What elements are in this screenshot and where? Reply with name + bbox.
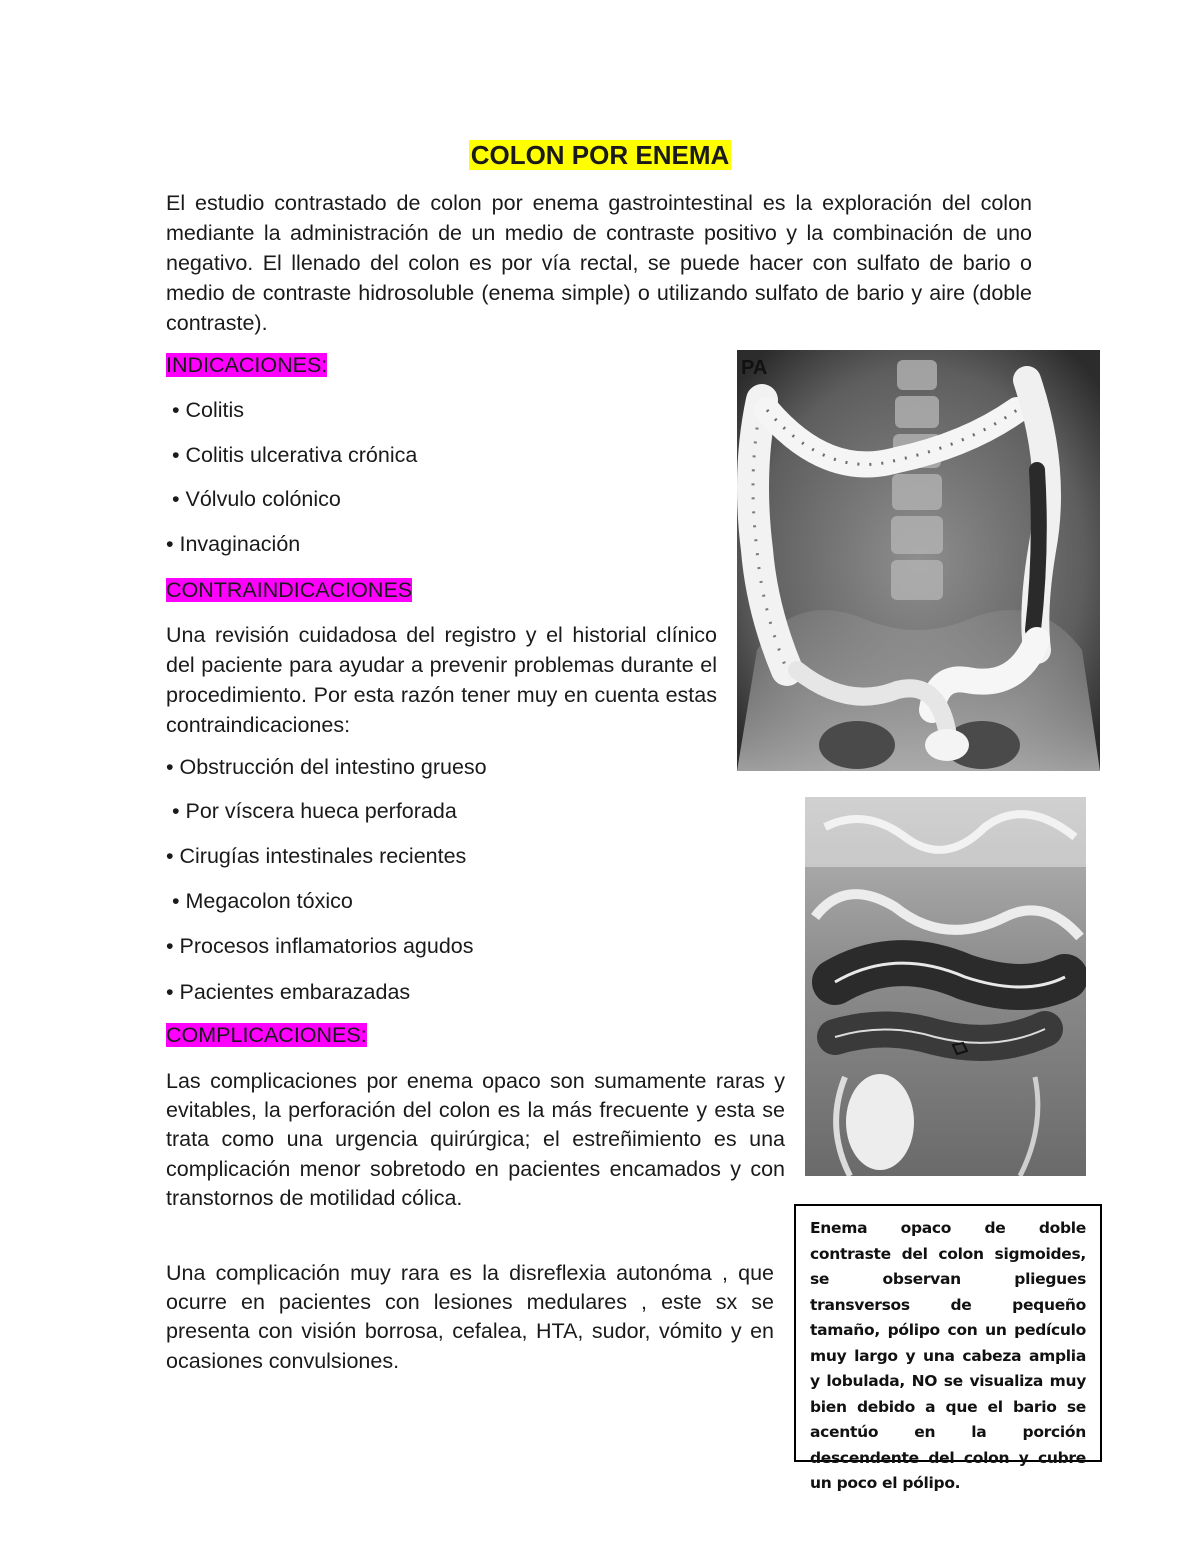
list-item: • Procesos inflamatorios agudos [166,934,474,958]
xray-pa-label: PA [741,357,768,379]
list-item: • Pacientes embarazadas [166,980,411,1004]
list-item: • Megacolon tóxico [172,889,353,913]
page-title: COLON POR ENEMA [470,140,730,170]
complicaciones-paragraph-2: Una complicación muy rara es la disreflexia autonóma , que ocurre en pacientes con lesiones medulares , este sx se presenta con visión borrosa, cefalea, HTA, sudor, vómito y en ocasiones convulsiones. [166,1261,774,1373]
indicaciones-heading-text: INDICACIONES: [166,353,328,377]
intro-paragraph: El estudio contrastado de colon por enema gastrointestinal es la exploración del colon mediante la administración de un medio de contraste positivo y la combinación de uno negativo. El llenado del colon es por vía rectal, se puede hacer con sulfato de bario o medio de contraste hidrosoluble (enema simple) o utilizando sulfato de bario y aire (doble contraste). [166,191,1032,335]
complicaciones-heading [166,1021,367,1049]
xray-image-pa [737,350,1100,771]
complicaciones-heading-text: COMPLICACIONES: [166,1023,367,1047]
caption-box [794,1204,1102,1492]
contraindicaciones-heading-text: CONTRAINDICACIONES [166,578,413,602]
contraindicaciones-heading [166,576,412,604]
list-item: • Por víscera hueca perforada [172,799,457,823]
contraindicaciones-paragraph: Una revisión cuidadosa del registro y el historial clínico del paciente para ayudar a prevenir problemas durante el procedimiento. Por esta razón tener muy en cuenta estas contraindicaciones: [166,623,717,737]
caption-text: Enema opaco de doble contraste del colon sigmoides, se observan pliegues transversos de pequeño tamaño, pólipo con un pedículo muy largo y una cabeza amplia y lobulada, NO se visualiza muy bien debido a que el bario se acentúo en la porción descendente del colon y cubre un poco el pólipo. [810,1219,1086,1492]
list-item: • Colitis [172,398,245,422]
complicaciones-paragraph-1: Las complicaciones por enema opaco son sumamente raras y evitables, la perforación del colon es la más frecuente y esta se trata como una urgencia quirúrgica; el estreñimiento es una complicación menor sobretodo en pacientes encamados y con transtornos de motilidad cólica. [166,1069,785,1210]
list-item: • Cirugías intestinales recientes [166,844,467,868]
xray-image-double-contrast [805,797,1086,1176]
list-item: • Vólvulo colónico [172,487,341,511]
indicaciones-heading [166,351,327,379]
page-title-wrap [0,140,1200,171]
list-item: • Obstrucción del intestino grueso [166,755,487,779]
list-item: • Colitis ulcerativa crónica [172,443,418,467]
list-item: • Invaginación [166,532,301,556]
